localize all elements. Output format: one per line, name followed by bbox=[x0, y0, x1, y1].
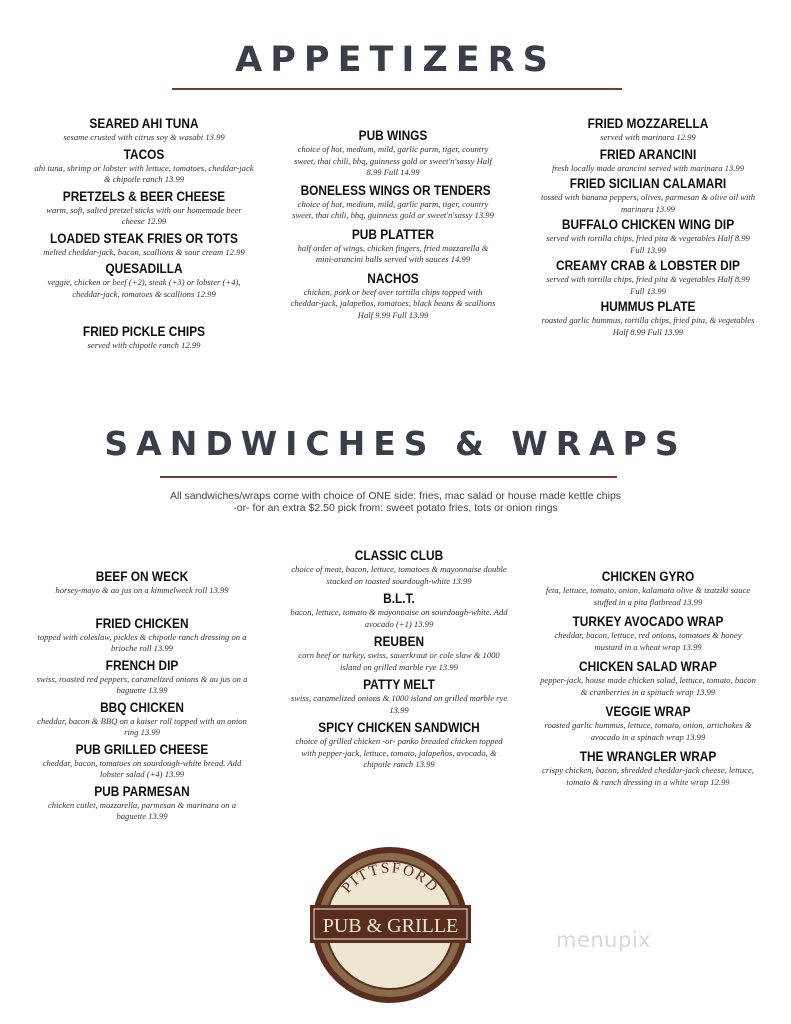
menu-item bbox=[288, 227, 498, 266]
item-name: CLASSIC CLUB bbox=[354, 548, 444, 563]
item-name: FRIED MOZZARELLA bbox=[587, 116, 709, 131]
menu-item bbox=[288, 183, 498, 222]
menu-item bbox=[290, 720, 508, 771]
sides-note-line-2: -or- for an extra $2.50 pick from: sweet potato fries, tots or onion rings bbox=[233, 502, 558, 514]
item-name: B.L.T. bbox=[383, 591, 415, 606]
sandwiches-title: SANDWICHES & WRAPS bbox=[104, 424, 687, 463]
menu-item bbox=[540, 147, 756, 175]
item-name: FRIED ARANCINI bbox=[599, 146, 697, 162]
item-name: FRIED SICILIAN CALAMARI bbox=[569, 176, 727, 191]
item-name: CREAMY CRAB & LOBSTER DIP bbox=[556, 258, 740, 273]
item-desc: cheddar, bacon, tomatoes on sourdough-white bread. Add lobster salad (+4) 13.99 bbox=[42, 757, 242, 779]
menu-item bbox=[34, 116, 254, 144]
item-desc: roasted garlic hummus, tortilla chips, fried pita, & vegetables Half 8.99 Full 13.99 bbox=[541, 315, 755, 337]
item-name: SEARED AHI TUNA bbox=[89, 116, 199, 131]
item-name: BUFFALO CHICKEN WING DIP bbox=[561, 217, 735, 232]
item-desc: warm, soft, salted pretzel sticks with our homemade beer cheese 12.99 bbox=[46, 204, 242, 226]
menu-item bbox=[34, 700, 250, 739]
menu-item bbox=[540, 704, 756, 743]
menu-item bbox=[540, 749, 756, 788]
item-name: QUESADILLA bbox=[105, 261, 183, 276]
item-name: CHICKEN SALAD WRAP bbox=[579, 659, 717, 674]
item-desc: chicken cutlet, mozzarella, parmesan & marinara on a baguette 13.99 bbox=[47, 799, 236, 821]
menu-item bbox=[540, 659, 756, 698]
menu-item bbox=[540, 258, 756, 297]
item-desc: cheddar, bacon & BBQ on a kaiser roll topped with an onion ring 13.99 bbox=[37, 715, 247, 737]
item-desc: topped with coleslaw, pickles & chipotle ranch dressing on a brioche roll 13.99 bbox=[37, 631, 247, 653]
item-desc: ahi tuna, shrimp or lobster with lettuce, tomatoes, cheddar-jack & chipotle ranch 13.99 bbox=[34, 162, 254, 184]
item-name: NACHOS bbox=[367, 270, 419, 286]
menu-item bbox=[34, 261, 254, 300]
item-name: VEGGIE WRAP bbox=[605, 704, 691, 719]
item-desc: pepper-jack, house made chicken salad, lettuce, tomato, bacon & cranberries in a spinach wrap 13.99 bbox=[540, 675, 756, 697]
item-name: TACOS bbox=[123, 146, 165, 162]
item-desc: bacon, lettuce, tomato & mayonnaise on sourdough-white. Add avocado (+1) 13.99 bbox=[290, 607, 508, 629]
item-desc: feta, lettuce, tomato, onion, kalamata olive & tzatziki sauce stuffed in a pita flatbread 13.99 bbox=[545, 585, 751, 607]
item-desc: swiss, roasted red peppers, caramelized onions & au jus on a baguette 13.99 bbox=[36, 673, 248, 695]
menu-item bbox=[290, 548, 508, 587]
menu-item bbox=[288, 128, 498, 179]
appetizers-col-2 bbox=[288, 128, 498, 321]
item-name: PATTY MELT bbox=[363, 677, 435, 692]
item-name: BONELESS WINGS OR TENDERS bbox=[300, 182, 491, 198]
menu-item bbox=[540, 217, 756, 256]
item-name: HUMMUS PLATE bbox=[600, 299, 696, 314]
pub-logo-graphic bbox=[308, 843, 473, 1008]
item-desc: choice of meat, bacon, lettuce, tomatoes & mayonnaise double stacked on toasted sourdough-white 13.99 bbox=[291, 564, 507, 586]
item-desc: served with tortilla chips, fried pita & vegetables Half 8.99 Full 13.99 bbox=[546, 233, 750, 255]
item-name: REUBEN bbox=[373, 634, 425, 649]
item-desc: cheddar, bacon, lettuce, red onions, tomatoes & honey mustard in a wheat wrap 13.99 bbox=[554, 630, 742, 652]
sandwiches-col-2 bbox=[290, 548, 508, 771]
menu-item bbox=[34, 231, 254, 259]
item-name: FRIED CHICKEN bbox=[95, 615, 189, 631]
logo-banner-text: PUB & GRILLE bbox=[322, 915, 459, 937]
sides-note-line-1: All sandwiches/wraps come with choice of ONE side: fries, mac salad or house made kettle chips bbox=[169, 490, 622, 502]
item-desc: chicken, pork or beef over tortilla chips topped with cheddar-jack, jalapeños, tomatoes, black beans & scallions Half 9.99 Full 13.99 bbox=[290, 286, 496, 320]
menu-item bbox=[34, 189, 254, 228]
item-name: PRETZELS & BEER CHEESE bbox=[62, 188, 226, 204]
item-desc: swiss, caramelized onions & 1000 island on grilled marble rye 13.99 bbox=[290, 693, 508, 715]
appetizers-title: APPETIZERS bbox=[235, 40, 556, 80]
menu-item bbox=[34, 569, 250, 597]
appetizers-col-3 bbox=[540, 116, 756, 338]
menu-item bbox=[290, 591, 508, 630]
item-desc: corn beef or turkey, swiss, sauerkraut or cole slaw & 1000 island on grilled marble rye 13.99 bbox=[298, 650, 500, 672]
item-name: TURKEY AVOCADO WRAP bbox=[572, 614, 724, 629]
logo-top-text: PITTSFORD bbox=[339, 860, 442, 897]
menu-item bbox=[34, 147, 254, 186]
sandwiches-col-1 bbox=[34, 569, 250, 823]
item-desc: roasted garlic hummus, lettuce, tomato, onion, artichokes & avocado in a spinach wrap 13.99 bbox=[544, 720, 752, 742]
item-name: PUB PLATTER bbox=[351, 226, 435, 242]
item-name: SPICY CHICKEN SANDWICH bbox=[318, 720, 480, 735]
item-desc: melted cheddar-jack, bacon, scallions & sour cream 12.99 bbox=[43, 246, 245, 257]
menu-item bbox=[34, 784, 250, 823]
item-desc: choice of grilled chicken -or- panko breaded chicken topped with pepper-jack, lettuce, tomato, jalapeños, avocado, & chipotle ranch 13.99 bbox=[295, 736, 503, 769]
item-name: PUB GRILLED CHEESE bbox=[75, 741, 209, 757]
menu-item bbox=[290, 634, 508, 673]
menu-item bbox=[540, 614, 756, 653]
item-desc: served with chipotle ranch 12.99 bbox=[87, 340, 201, 350]
menu-item bbox=[34, 742, 250, 781]
menu-item bbox=[34, 616, 250, 655]
menupix-watermark: menupix bbox=[556, 928, 652, 952]
sandwiches-divider bbox=[160, 476, 617, 478]
pub-logo bbox=[308, 843, 473, 1008]
menu-item bbox=[34, 658, 250, 697]
item-desc: choice of hot, medium, mild, garlic parm, tiger, country sweet, thai chili, bbq, guinness gold or sweet'n'sassy Half 8.99 Full 14.99 bbox=[294, 144, 492, 177]
item-name: PUB WINGS bbox=[358, 128, 428, 143]
menu-item bbox=[540, 176, 756, 215]
item-name: FRIED PICKLE CHIPS bbox=[82, 324, 206, 339]
sides-note bbox=[0, 490, 791, 514]
item-name: LOADED STEAK FRIES OR TOTS bbox=[50, 230, 238, 246]
menu-item bbox=[540, 569, 756, 608]
item-desc: half order of wings, chicken fingers, fried mozzarella & mini-arancini balls served with sauces 14.99 bbox=[297, 242, 489, 264]
item-desc: fresh locally made arancini served with marinara 13.99 bbox=[551, 162, 745, 173]
item-name: PUB PARMESAN bbox=[94, 783, 190, 799]
menu-item bbox=[540, 299, 756, 338]
item-desc: crispy chicken, bacon, shredded cheddar-jack cheese, lettuce, tomato & ranch dressing in a white wrap 12.99 bbox=[542, 765, 754, 787]
menu-item bbox=[288, 271, 498, 322]
appetizers-divider bbox=[172, 88, 622, 90]
item-name: BBQ CHICKEN bbox=[100, 699, 184, 715]
item-name: FRENCH DIP bbox=[105, 657, 179, 673]
appetizers-col-1 bbox=[34, 116, 254, 352]
menu-item bbox=[540, 116, 756, 144]
menu-item bbox=[290, 677, 508, 716]
item-desc: served with marinara 12.99 bbox=[600, 132, 696, 142]
sandwiches-col-3 bbox=[540, 569, 756, 788]
item-desc: tossed with banana peppers, olives, parmesan & olive oil with marinara 13.99 bbox=[540, 192, 756, 214]
item-name: THE WRANGLER WRAP bbox=[579, 749, 717, 764]
item-desc: veggie, chicken or beef (+2), steak (+3) or lobster (+4), cheddar-jack, tomatoes & scallions 12.99 bbox=[47, 277, 241, 299]
item-desc: sesame crusted with citrus soy & wasabi 13.99 bbox=[63, 132, 225, 142]
item-desc: horsey-mayo & au jus on a kimmelweck roll 13.99 bbox=[55, 585, 229, 595]
item-desc: served with tortilla chips, fried pita & vegetables Half 8.99 Full 13.99 bbox=[546, 274, 750, 296]
item-name: BEEF ON WECK bbox=[95, 569, 189, 584]
menu-item bbox=[34, 324, 254, 352]
item-desc: choice of hot, medium, mild, garlic parm, tiger, country sweet, thai chili, bbq, guinness gold or sweet'n'sassy 13.99 bbox=[292, 198, 494, 220]
item-name: CHICKEN GYRO bbox=[601, 569, 695, 584]
